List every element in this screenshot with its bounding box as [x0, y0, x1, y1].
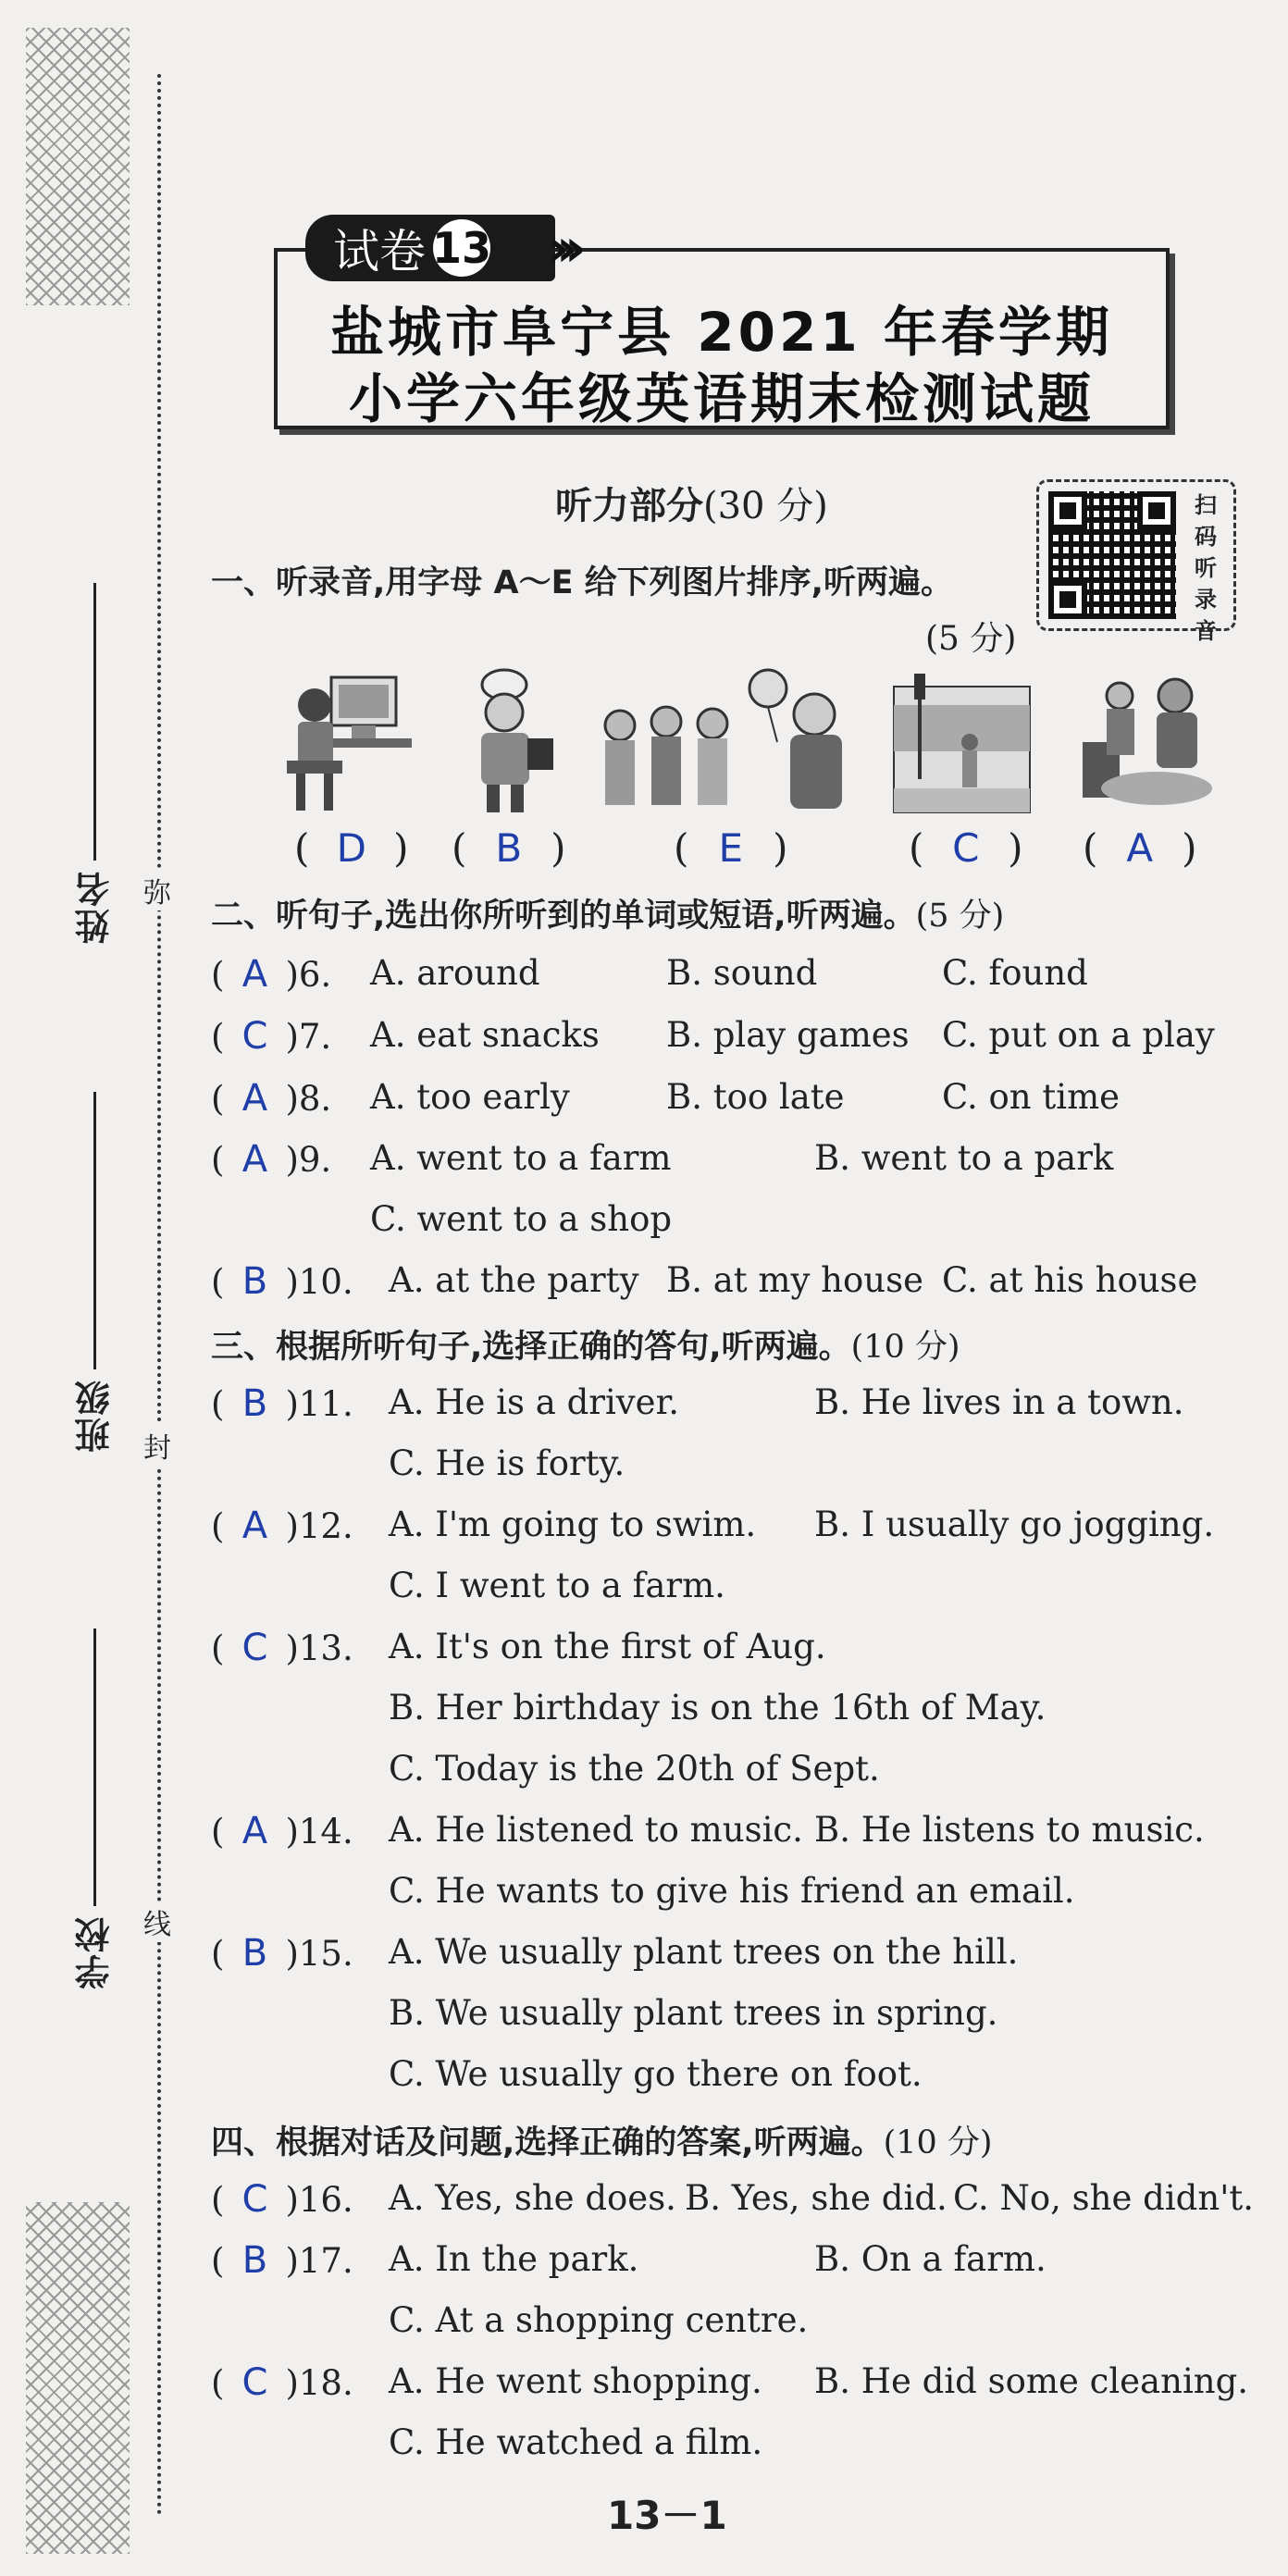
answer-slot[interactable]: ( D ): [294, 825, 409, 871]
binding-cut-line: [157, 74, 161, 2517]
answer-letter[interactable]: B: [242, 1932, 268, 1975]
option-a[interactable]: A. at the party: [389, 1260, 639, 1300]
option-b[interactable]: B. play games: [666, 1015, 910, 1055]
part1-pictures: [0, 668, 1288, 825]
picture-computer-boy-icon: [278, 668, 416, 816]
option-c[interactable]: C. No, she didn't.: [953, 2178, 1254, 2218]
part4-title: 四、根据对话及问题,选择正确的答案,听两遍。(10 分): [211, 2124, 993, 2161]
answer-letter[interactable]: B: [242, 1382, 268, 1425]
option-a[interactable]: A. In the park.: [389, 2239, 639, 2279]
answer-letter[interactable]: A: [242, 1505, 268, 1547]
chevron-right-icon: ›››: [548, 218, 574, 279]
option-a[interactable]: A. He is a driver.: [389, 1382, 679, 1422]
option-b[interactable]: B. sound: [666, 953, 818, 993]
part1-title: 一、听录音,用字母 A～E 给下列图片排序,听两遍。: [211, 564, 953, 601]
option-a[interactable]: A. We usually plant trees on the hill.: [389, 1932, 1019, 1972]
part2-title: 二、听句子,选出你所听到的单词或短语,听两遍。(5 分): [211, 898, 1005, 935]
option-c[interactable]: C. He is forty.: [389, 1443, 625, 1483]
qr-caption: 扫 码 听 录 音: [1195, 492, 1217, 644]
option-b[interactable]: B. He lives in a town.: [814, 1382, 1184, 1422]
title-line-1: 盐城市阜宁县 2021 年春学期: [330, 301, 1113, 364]
option-a[interactable]: A. It's on the first of Aug.: [389, 1627, 826, 1666]
option-a[interactable]: A. too early: [370, 1077, 570, 1117]
option-a[interactable]: A. He went shopping.: [389, 2361, 762, 2401]
option-a[interactable]: A. I'm going to swim.: [389, 1505, 757, 1544]
option-a[interactable]: A. went to a farm: [370, 1138, 672, 1178]
option-c[interactable]: C. Today is the 20th of Sept.: [389, 1749, 880, 1789]
option-c[interactable]: C. found: [942, 953, 1088, 993]
answer-letter[interactable]: C: [242, 2178, 268, 2221]
option-b[interactable]: B. He did some cleaning.: [814, 2361, 1249, 2401]
school-field[interactable]: [67, 1629, 122, 1989]
cut-mark-1: 弥: [141, 870, 174, 910]
option-a[interactable]: A. around: [370, 953, 540, 993]
part1-points: (5 分): [925, 620, 1017, 658]
answer-letter[interactable]: C: [242, 2361, 268, 2404]
picture-children-clown-icon: [592, 668, 870, 816]
part3-title: 三、根据所听句子,选择正确的答句,听两遍。(10 分): [211, 1329, 960, 1366]
school-label: 学校: [74, 1915, 116, 1989]
paper-badge: [305, 215, 555, 281]
answer-slot[interactable]: ( C ): [909, 825, 1023, 871]
title-line-2: 小学六年级英语期末检测试题: [348, 367, 1095, 430]
answer-slot[interactable]: ( A ): [1083, 825, 1197, 871]
name-label: 姓名: [74, 870, 116, 944]
option-c[interactable]: C. He watched a film.: [389, 2422, 763, 2462]
answer-letter[interactable]: B: [242, 1260, 268, 1303]
option-b[interactable]: B. went to a park: [814, 1138, 1114, 1178]
answer-letter[interactable]: C: [242, 1627, 268, 1669]
option-a[interactable]: A. Yes, she does.: [389, 2178, 676, 2218]
answer-letter[interactable]: A: [242, 1810, 268, 1852]
picture-family-picnic-icon: [1055, 668, 1221, 816]
option-a[interactable]: A. He listened to music.: [389, 1810, 803, 1850]
option-c[interactable]: C. We usually go there on foot.: [389, 2054, 923, 2094]
option-b[interactable]: B. On a farm.: [814, 2239, 1046, 2279]
answer-letter[interactable]: A: [242, 1077, 268, 1120]
option-c[interactable]: C. He wants to give his friend an email.: [389, 1871, 1075, 1911]
class-field[interactable]: [67, 1092, 122, 1453]
answer-letter[interactable]: B: [242, 2239, 268, 2282]
option-b[interactable]: B. at my house: [666, 1260, 923, 1300]
option-b[interactable]: B. Her birthday is on the 16th of May.: [389, 1688, 1046, 1728]
option-c[interactable]: C. at his house: [942, 1260, 1198, 1300]
badge-number: 13: [433, 219, 490, 277]
cut-mark-3: 线: [141, 1901, 174, 1942]
answer-letter[interactable]: A: [242, 1138, 268, 1181]
option-c[interactable]: C. on time: [942, 1077, 1121, 1117]
option-a[interactable]: A. eat snacks: [370, 1015, 600, 1055]
picture-chef-reading-icon: [444, 668, 574, 816]
answer-letter[interactable]: A: [242, 953, 268, 996]
option-b[interactable]: B. We usually plant trees in spring.: [389, 1993, 998, 2033]
cut-mark-2: 封: [141, 1425, 174, 1466]
qr-code-icon[interactable]: [1048, 491, 1176, 619]
picture-street-icon: [890, 668, 1034, 816]
badge-label: 试卷: [333, 225, 426, 279]
page-number: 13－1: [607, 2493, 727, 2538]
decorative-hatch-top: [26, 28, 130, 305]
option-b[interactable]: B. Yes, she did.: [685, 2178, 947, 2218]
option-c[interactable]: C. went to a shop: [370, 1199, 673, 1239]
option-c[interactable]: C. I went to a farm.: [389, 1566, 725, 1605]
class-label: 班级: [74, 1379, 116, 1453]
answer-slot[interactable]: ( E ): [674, 825, 788, 871]
answer-slot[interactable]: ( B ): [452, 825, 566, 871]
option-b[interactable]: B. I usually go jogging.: [814, 1505, 1215, 1544]
option-b[interactable]: B. too late: [666, 1077, 845, 1117]
qr-code-box[interactable]: [1036, 479, 1236, 644]
decorative-hatch-bottom: [26, 2202, 130, 2554]
answer-letter[interactable]: C: [242, 1015, 268, 1058]
listening-title: 听力部分(30 分): [555, 485, 828, 527]
option-b[interactable]: B. He listens to music.: [814, 1810, 1205, 1850]
option-c[interactable]: C. put on a play: [942, 1015, 1215, 1055]
option-c[interactable]: C. At a shopping centre.: [389, 2300, 809, 2340]
